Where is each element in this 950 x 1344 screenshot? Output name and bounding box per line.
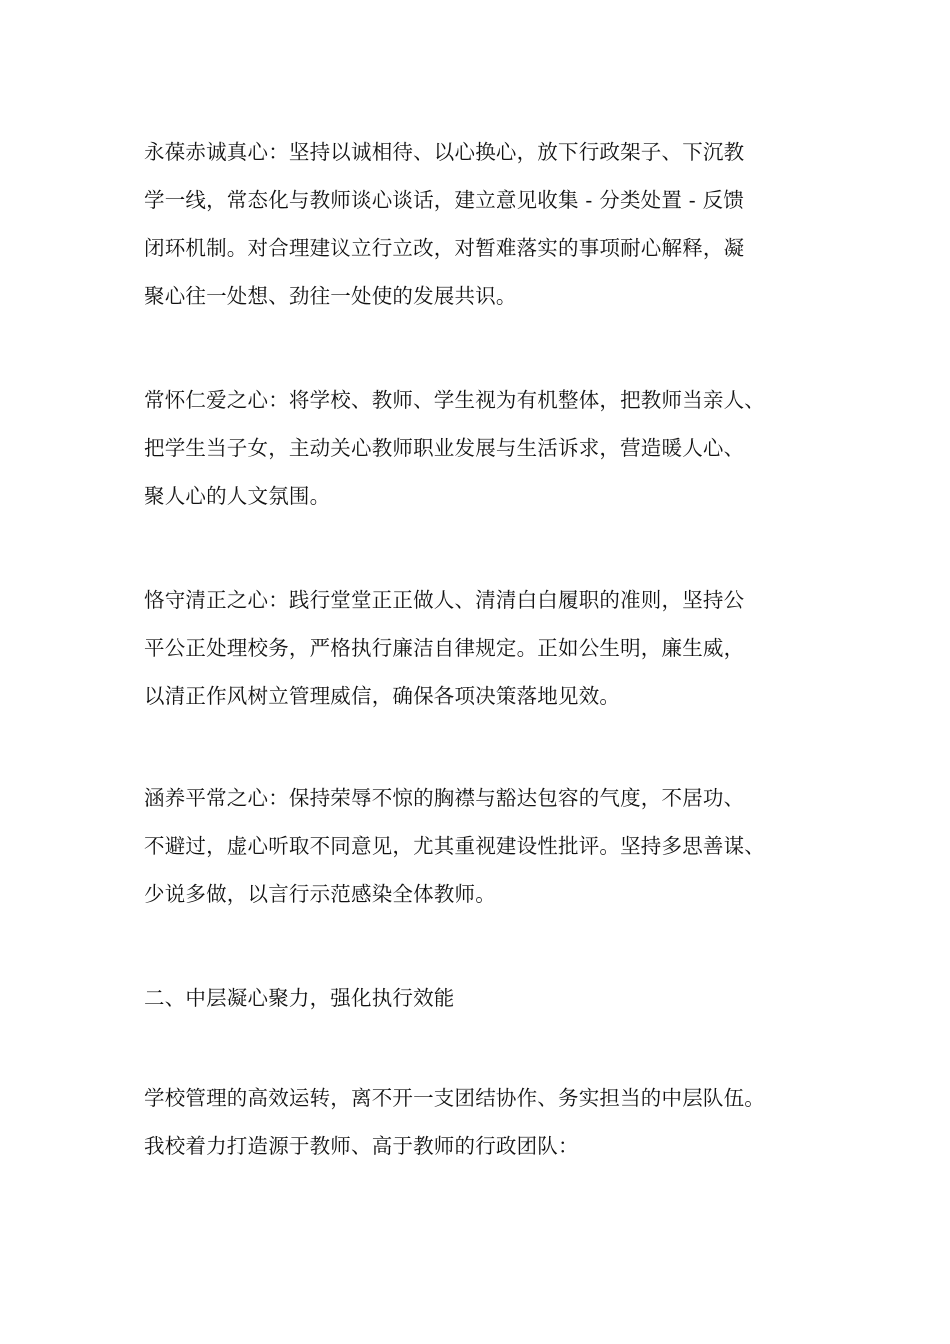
text-line: 恪守清正之心：践行堂堂正正做人、清清白白履职的准则，坚持公 (144, 588, 745, 612)
paragraph-middle-management (144, 1074, 844, 1170)
paragraph-ordinary-heart (144, 774, 844, 918)
text-line: 聚心往一处想、劲往一处使的发展共识。 (144, 284, 517, 308)
text-line: 把学生当子女，主动关心教师职业发展与生活诉求，营造暖人心、 (144, 436, 745, 460)
text-line: 我校着力打造源于教师、高于教师的行政团队： (144, 1134, 579, 1158)
heading-line: 二、中层凝心聚力，强化执行效能 (144, 986, 455, 1010)
paragraph-sincere-heart (144, 128, 844, 320)
text-line: 不避过，虚心听取不同意见，尤其重视建设性批评。坚持多思善谋、 (144, 834, 765, 858)
text-line: 以清正作风树立管理威信，确保各项决策落地见效。 (144, 684, 621, 708)
text-line: 永葆赤诚真心：坚持以诚相待、以心换心，放下行政架子、下沉教 (144, 140, 745, 164)
text-line: 平公正处理校务，严格执行廉洁自律规定。正如公生明，廉生威， (144, 636, 745, 660)
text-line: 闭环机制。对合理建议立行立改，对暂难落实的事项耐心解释，凝 (144, 236, 745, 260)
paragraph-benevolent-heart (144, 376, 844, 520)
paragraph-integrity-heart (144, 576, 844, 720)
text-line: 聚人心的人文氛围。 (144, 484, 331, 508)
text-line: 常怀仁爱之心：将学校、教师、学生视为有机整体，把教师当亲人、 (144, 388, 765, 412)
text-line: 少说多做，以言行示范感染全体教师。 (144, 882, 496, 906)
section-heading (144, 974, 844, 1022)
text-line: 学校管理的高效运转，离不开一支团结协作、务实担当的中层队伍。 (144, 1086, 765, 1110)
text-line: 涵养平常之心：保持荣辱不惊的胸襟与豁达包容的气度，不居功、 (144, 786, 745, 810)
text-line: 学一线，常态化与教师谈心谈话，建立意见收集 - 分类处置 - 反馈 (144, 188, 745, 212)
